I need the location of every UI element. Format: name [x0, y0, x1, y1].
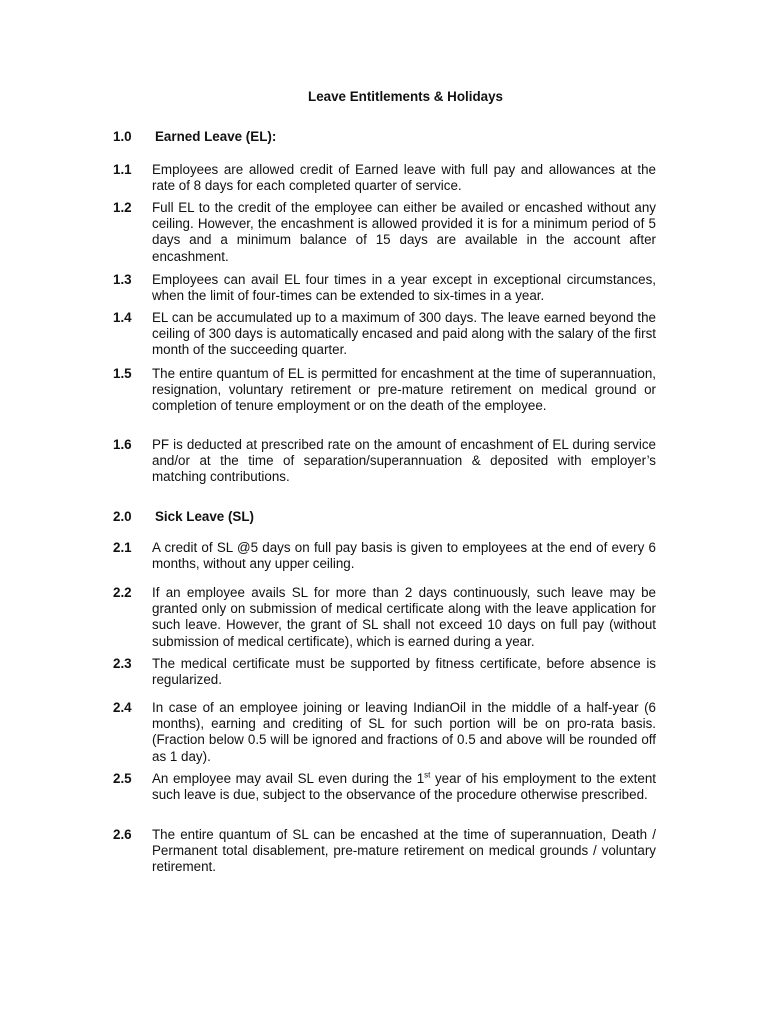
clause-number: 2.4 [113, 700, 132, 715]
ordinal-superscript: st [424, 770, 431, 780]
section-number: 2.0 [113, 509, 132, 524]
section-title: Earned Leave (EL): [155, 129, 277, 144]
clause-text: The medical certificate must be supported by fitness certificate, before absence is regularized. [152, 656, 656, 688]
clause-text: The entire quantum of SL can be encashed at the time of superannuation, Death / Permanent total disablement, pre-mature retirement on medical grounds / voluntary retirement. [152, 827, 656, 875]
clause-text-part: year of his employment to the extent such leave is due, subject to the observance of the procedure otherwise prescribed. [152, 771, 657, 803]
section-heading-earned-leave [113, 129, 276, 145]
clause-text: Full EL to the credit of the employee can either be availed or encashed without any ceiling. However, the encashment is allowed provided it is for a minimum period of 5 days and a minimum balance of 15 days are available in the account after encashment. [152, 200, 656, 264]
clause-text: EL can be accumulated up to a maximum of 300 days. The leave earned beyond the ceiling of 300 days is automatically encased and paid along with the salary of the first month of the succeeding quarter. [152, 310, 656, 358]
clause-number: 2.1 [113, 540, 132, 555]
clause-text: A credit of SL @5 days on full pay basis is given to employees at the end of every 6 months, without any upper ceiling. [152, 540, 656, 572]
clause-number: 1.1 [113, 162, 132, 177]
clause-text: PF is deducted at prescribed rate on the amount of encashment of EL during service and/or at the time of separation/superannuation & deposited with employer’s matching contributions. [152, 437, 656, 485]
section-heading-sick-leave [113, 509, 254, 525]
clause-text: The entire quantum of EL is permitted for encashment at the time of superannuation, resignation, voluntary retirement or pre-mature retirement on medical ground or completion of tenure employment or on the death of the employee. [152, 366, 656, 414]
clause-number: 1.5 [113, 366, 132, 381]
clause-text [152, 771, 656, 803]
clause-text: If an employee avails SL for more than 2 days continuously, such leave may be granted only on submission of medical certificate along with the leave application for such leave. However, the grant of SL shall not exceed 10 days on full pay (without submission of medical certificate), which is earned during a year. [152, 585, 656, 649]
clause-number: 1.3 [113, 272, 132, 287]
clause-number: 2.6 [113, 827, 132, 842]
clause-number: 2.3 [113, 656, 132, 671]
clause-number: 2.2 [113, 585, 132, 600]
clause-number: 1.2 [113, 200, 132, 215]
clause-number: 2.5 [113, 771, 132, 786]
clause-number: 1.4 [113, 310, 132, 325]
document-title: Leave Entitlements & Holidays [308, 89, 503, 104]
clause-text: Employees are allowed credit of Earned leave with full pay and allowances at the rate of 8 days for each completed quarter of service. [152, 162, 656, 194]
section-title: Sick Leave (SL) [155, 509, 254, 524]
clause-text: Employees can avail EL four times in a year except in exceptional circumstances, when the limit of four-times can be extended to six-times in a year. [152, 272, 656, 304]
clause-number: 1.6 [113, 437, 132, 452]
section-number: 1.0 [113, 129, 132, 144]
clause-text: In case of an employee joining or leaving IndianOil in the middle of a half-year (6 months), earning and crediting of SL for such portion will be on pro-rata basis. (Fraction below 0.5 will be ignored and fractions of 0.5 and above will be rounded off as 1 day). [152, 700, 656, 764]
clause-text-part: An employee may avail SL even during the 1 [152, 771, 425, 786]
